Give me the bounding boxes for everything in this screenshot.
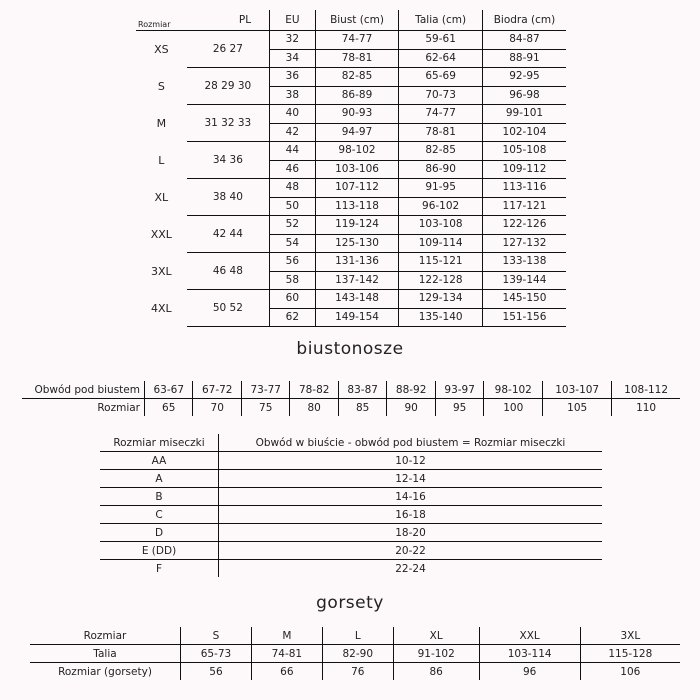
hips-range: 127-132 bbox=[482, 234, 566, 253]
underbust-value: 98-102 bbox=[484, 381, 543, 399]
eu-size: 50 bbox=[270, 197, 316, 216]
underbust-value: 83-87 bbox=[338, 381, 386, 399]
cup-row bbox=[100, 470, 602, 488]
size-label: 4XL bbox=[150, 301, 172, 315]
waist-range: 70-73 bbox=[399, 86, 483, 105]
waist-range: 82-85 bbox=[399, 142, 483, 161]
waist-range: 59-61 bbox=[399, 31, 483, 50]
hips-range: 117-121 bbox=[482, 197, 566, 216]
corset-waist-value: 74-81 bbox=[251, 645, 322, 663]
corset-size-header: XL bbox=[393, 627, 479, 645]
header-bust: Biust (cm) bbox=[315, 10, 399, 31]
cup-difference: 12-14 bbox=[219, 470, 603, 488]
size-chart-body bbox=[136, 31, 566, 327]
size-row bbox=[136, 68, 566, 87]
hips-range: 88-91 bbox=[482, 49, 566, 68]
bra-size-value: 75 bbox=[241, 399, 289, 417]
hips-range: 113-116 bbox=[482, 179, 566, 198]
size-label: XXL bbox=[150, 227, 172, 241]
underbust-value: 78-82 bbox=[290, 381, 338, 399]
size-row bbox=[136, 216, 566, 235]
pl-size: 42 44 bbox=[187, 216, 270, 253]
waist-range: 78-81 bbox=[399, 123, 483, 142]
eu-size: 40 bbox=[270, 105, 316, 124]
cup-row bbox=[100, 506, 602, 524]
corset-size-value: 66 bbox=[251, 663, 322, 681]
hips-range: 99-101 bbox=[482, 105, 566, 124]
waist-range: 86-90 bbox=[399, 160, 483, 179]
cup-row bbox=[100, 560, 602, 578]
eu-size: 34 bbox=[270, 49, 316, 68]
bust-range: 103-106 bbox=[315, 160, 399, 179]
bust-range: 125-130 bbox=[315, 234, 399, 253]
hips-range: 92-95 bbox=[482, 68, 566, 87]
size-label: 3XL bbox=[150, 264, 172, 278]
eu-size: 52 bbox=[270, 216, 316, 235]
eu-size: 42 bbox=[270, 123, 316, 142]
header-waist: Talia (cm) bbox=[399, 10, 483, 31]
corset-size-value: 76 bbox=[322, 663, 393, 681]
eu-size: 46 bbox=[270, 160, 316, 179]
cup-size: F bbox=[100, 560, 219, 578]
corset-waist-value: 82-90 bbox=[322, 645, 393, 663]
corset-size-header: 3XL bbox=[580, 627, 680, 645]
cup-size: B bbox=[100, 488, 219, 506]
size-row bbox=[136, 105, 566, 124]
corset-waist-row bbox=[30, 645, 680, 663]
underbust-value: 63-67 bbox=[145, 381, 193, 399]
cup-row bbox=[100, 452, 602, 470]
size-label: L bbox=[158, 153, 165, 167]
bust-range: 82-85 bbox=[315, 68, 399, 87]
bra-size-value: 95 bbox=[435, 399, 483, 417]
header-pl: PL bbox=[187, 10, 270, 31]
bust-range: 107-112 bbox=[315, 179, 399, 198]
pl-size: 46 48 bbox=[187, 253, 270, 290]
size-chart-table bbox=[136, 10, 566, 327]
eu-size: 60 bbox=[270, 290, 316, 309]
waist-range: 122-128 bbox=[399, 271, 483, 290]
size-label: S bbox=[157, 79, 165, 93]
waist-range: 96-102 bbox=[399, 197, 483, 216]
size-row bbox=[136, 142, 566, 161]
waist-range: 135-140 bbox=[399, 308, 483, 327]
pl-size: 28 29 30 bbox=[187, 68, 270, 105]
eu-size: 62 bbox=[270, 308, 316, 327]
hips-range: 145-150 bbox=[482, 290, 566, 309]
eu-size: 36 bbox=[270, 68, 316, 87]
bust-range: 113-118 bbox=[315, 197, 399, 216]
corset-size-header: L bbox=[322, 627, 393, 645]
bust-range: 78-81 bbox=[315, 49, 399, 68]
eu-size: 56 bbox=[270, 253, 316, 272]
cup-size-table bbox=[100, 434, 602, 577]
underbust-value: 73-77 bbox=[241, 381, 289, 399]
corset-header-label: Rozmiar bbox=[30, 627, 181, 645]
eu-size: 58 bbox=[270, 271, 316, 290]
eu-size: 54 bbox=[270, 234, 316, 253]
eu-size: 44 bbox=[270, 142, 316, 161]
waist-range: 74-77 bbox=[399, 105, 483, 124]
waist-range: 91-95 bbox=[399, 179, 483, 198]
size-row bbox=[136, 31, 566, 50]
corset-waist-value: 91-102 bbox=[393, 645, 479, 663]
bra-size-value: 90 bbox=[387, 399, 435, 417]
bust-range: 149-154 bbox=[315, 308, 399, 327]
hips-range: 133-138 bbox=[482, 253, 566, 272]
pl-size: 38 40 bbox=[187, 179, 270, 216]
waist-range: 103-108 bbox=[399, 216, 483, 235]
corset-header-row bbox=[30, 627, 680, 645]
cup-difference: 22-24 bbox=[395, 562, 426, 575]
bra-size-value: 85 bbox=[338, 399, 386, 417]
size-label: XL bbox=[154, 190, 169, 204]
waist-range: 115-121 bbox=[399, 253, 483, 272]
hips-range: 139-144 bbox=[482, 271, 566, 290]
bust-range: 90-93 bbox=[315, 105, 399, 124]
corset-size-value: 56 bbox=[181, 663, 252, 681]
hips-range: 96-98 bbox=[482, 86, 566, 105]
bra-size-label: Rozmiar bbox=[97, 401, 140, 414]
cup-difference: 20-22 bbox=[219, 542, 603, 560]
corset-size-value: 86 bbox=[393, 663, 479, 681]
bust-range: 74-77 bbox=[315, 31, 399, 50]
hips-range: 105-108 bbox=[482, 142, 566, 161]
eu-size: 32 bbox=[270, 31, 316, 50]
header-hips: Biodra (cm) bbox=[482, 10, 566, 31]
bust-range: 119-124 bbox=[315, 216, 399, 235]
bra-size-value: 65 bbox=[145, 399, 193, 417]
cup-row bbox=[100, 524, 602, 542]
corset-size-value: 106 bbox=[580, 663, 680, 681]
corset-waist-value: 103-114 bbox=[479, 645, 580, 663]
bust-range: 143-148 bbox=[315, 290, 399, 309]
waist-range: 129-134 bbox=[399, 290, 483, 309]
size-label: XS bbox=[154, 42, 169, 56]
corset-size-label: Rozmiar (gorsety) bbox=[58, 665, 152, 678]
waist-range: 109-114 bbox=[399, 234, 483, 253]
corset-waist-label: Talia bbox=[30, 645, 181, 663]
hips-range: 102-104 bbox=[482, 123, 566, 142]
cup-size: E (DD) bbox=[100, 542, 219, 560]
cup-row bbox=[100, 542, 602, 560]
hips-range: 84-87 bbox=[482, 31, 566, 50]
cup-difference: 14-16 bbox=[219, 488, 603, 506]
cup-size: A bbox=[100, 470, 219, 488]
bra-section-title: biustonosze bbox=[296, 339, 404, 359]
underbust-value: 93-97 bbox=[435, 381, 483, 399]
corset-size-header: XXL bbox=[479, 627, 580, 645]
underbust-value: 88-92 bbox=[387, 381, 435, 399]
size-label: M bbox=[156, 116, 167, 130]
underbust-value: 67-72 bbox=[193, 381, 241, 399]
bra-size-table bbox=[22, 381, 680, 416]
cup-difference: 10-12 bbox=[219, 452, 603, 470]
bra-size-value: 70 bbox=[193, 399, 241, 417]
corset-size-header: S bbox=[181, 627, 252, 645]
corset-size-header: M bbox=[251, 627, 322, 645]
header-size: Rozmiar bbox=[136, 10, 187, 31]
hips-range: 122-126 bbox=[482, 216, 566, 235]
waist-range: 65-69 bbox=[399, 68, 483, 87]
waist-range: 62-64 bbox=[399, 49, 483, 68]
hips-range: 109-112 bbox=[482, 160, 566, 179]
bust-range: 94-97 bbox=[315, 123, 399, 142]
cup-header-row bbox=[100, 434, 602, 452]
bra-size-value: 100 bbox=[484, 399, 543, 417]
cup-difference: 16-18 bbox=[219, 506, 603, 524]
bra-size-value: 80 bbox=[290, 399, 338, 417]
underbust-value: 103-107 bbox=[543, 381, 612, 399]
underbust-label: Obwód pod biustem bbox=[22, 381, 145, 399]
cup-header-left: Rozmiar miseczki bbox=[100, 434, 219, 452]
hips-range: 151-156 bbox=[482, 308, 566, 327]
corset-size-table bbox=[30, 627, 680, 680]
corset-waist-value: 65-73 bbox=[181, 645, 252, 663]
pl-size: 34 36 bbox=[187, 142, 270, 179]
pl-size: 31 32 33 bbox=[187, 105, 270, 142]
corset-size-value: 96 bbox=[479, 663, 580, 681]
bust-range: 131-136 bbox=[315, 253, 399, 272]
bust-range: 86-89 bbox=[315, 86, 399, 105]
cup-size: D bbox=[100, 524, 219, 542]
cup-size: AA bbox=[100, 452, 219, 470]
bra-size-value: 110 bbox=[612, 399, 680, 417]
bra-size-value: 105 bbox=[543, 399, 612, 417]
pl-size: 26 27 bbox=[187, 31, 270, 68]
bust-range: 98-102 bbox=[315, 142, 399, 161]
cup-size: C bbox=[100, 506, 219, 524]
bra-size-row bbox=[22, 399, 680, 417]
header-eu: EU bbox=[270, 10, 316, 31]
corset-waist-value: 115-128 bbox=[580, 645, 680, 663]
eu-size: 38 bbox=[270, 86, 316, 105]
size-chart-header-row bbox=[136, 10, 566, 31]
eu-size: 48 bbox=[270, 179, 316, 198]
underbust-row bbox=[22, 381, 680, 399]
pl-size: 50 52 bbox=[187, 290, 270, 327]
cup-difference: 18-20 bbox=[219, 524, 603, 542]
cup-row bbox=[100, 488, 602, 506]
size-row bbox=[136, 290, 566, 309]
size-row bbox=[136, 253, 566, 272]
size-row bbox=[136, 179, 566, 198]
underbust-value: 108-112 bbox=[612, 381, 680, 399]
bust-range: 137-142 bbox=[315, 271, 399, 290]
corset-size-row bbox=[30, 663, 680, 681]
cup-header-right: Obwód w biuście - obwód pod biustem = Rozmiar miseczki bbox=[219, 434, 603, 452]
corset-section-title: gorsety bbox=[316, 593, 384, 613]
